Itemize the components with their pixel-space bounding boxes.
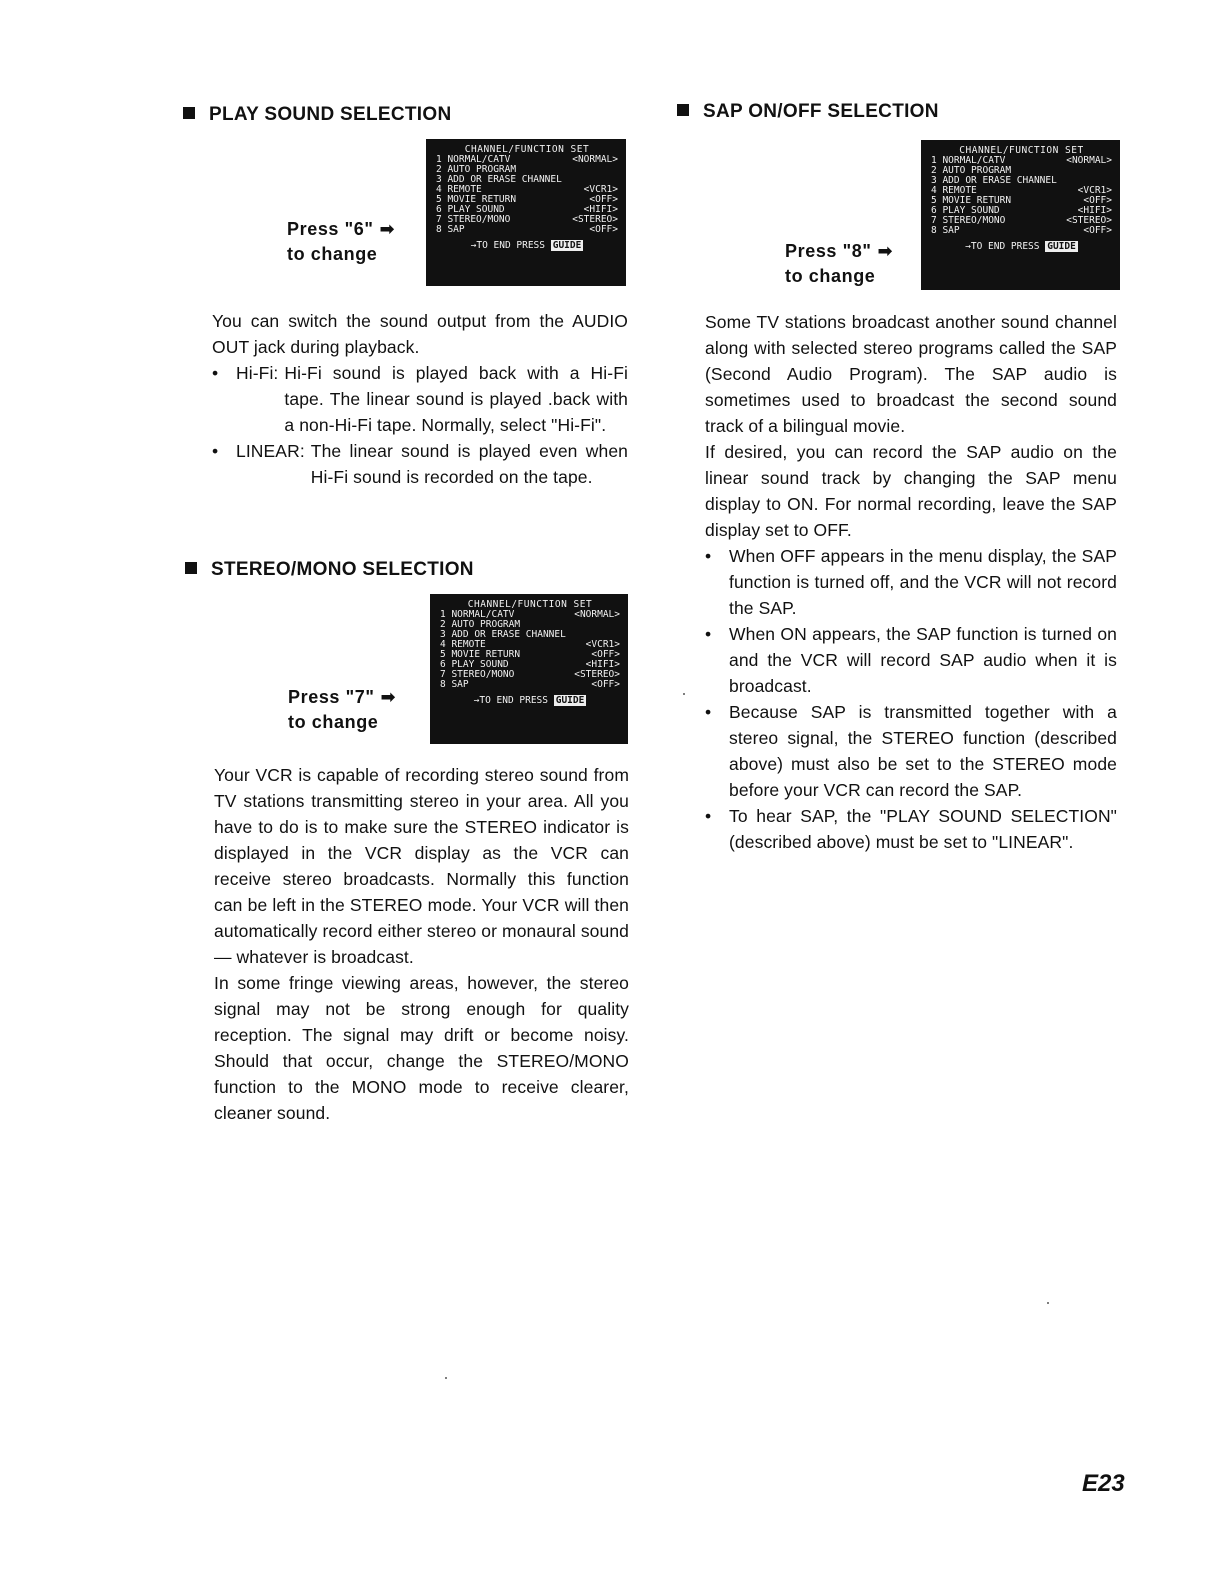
menu-item: 1 NORMAL/CATV <NORMAL> xyxy=(436,154,618,165)
channel-function-menu-6 xyxy=(426,139,626,286)
guide-key: GUIDE xyxy=(555,695,585,706)
menu-item: 2 AUTO PROGRAM xyxy=(931,165,1012,176)
menu-item: 4 REMOTE <VCR1> xyxy=(931,185,1112,196)
scan-speck xyxy=(683,693,685,695)
play-sound-body xyxy=(212,308,628,490)
list-item: • Because SAP is transmitted together with a stereo signal, the STEREO function (described above) must also be set to the STEREO mode before your VCR can record the SAP. xyxy=(705,699,1117,803)
menu-item: 2 AUTO PROGRAM xyxy=(440,619,521,630)
menu-footer: →TO END PRESS GUIDE xyxy=(470,240,582,251)
bullet-icon: • xyxy=(705,624,712,644)
list-item: • When ON appears, the SAP function is turned on and the VCR will record SAP audio when it is broadcast. xyxy=(705,621,1117,699)
list-item: • LINEAR: The linear sound is played even when Hi-Fi sound is recorded on the tape. xyxy=(212,438,628,490)
menu-item: 5 MOVIE RETURN <OFF> xyxy=(931,195,1112,206)
right-arrow-icon: ➡ xyxy=(380,687,397,707)
channel-function-menu-7 xyxy=(430,594,628,744)
menu-item: 3 ADD OR ERASE CHANNEL xyxy=(436,174,562,185)
sap-heading: SAP ON/OFF SELECTION xyxy=(677,101,939,123)
menu-item: 7 STEREO/MONO <STEREO> xyxy=(436,214,618,225)
play-sound-press-hint: Press "6" ➡ to change xyxy=(287,219,396,264)
bullet-icon: • xyxy=(212,441,219,461)
stereo-mono-para-1: Your VCR is capable of recording stereo sound from TV stations transmitting stereo in your area. All you have to do is to make sure the STEREO indicator is displayed in the VCR display as the VCR can receive stereo broadcasts. Normally this function can be left in the STEREO mode. Your VCR will then automatically record either stereo or monaural sound — whatever is broadcast. xyxy=(214,765,629,967)
menu-item: 4 REMOTE <VCR1> xyxy=(436,184,618,195)
menu-item: 4 REMOTE <VCR1> xyxy=(440,639,620,650)
menu-item: 6 PLAY SOUND <HIFI> xyxy=(440,659,620,670)
play-sound-intro: You can switch the sound output from the AUDIO OUT jack during playback. xyxy=(212,311,628,357)
square-bullet-icon xyxy=(677,104,689,116)
menu-item: 8 SAP <OFF> xyxy=(440,679,620,690)
guide-key: GUIDE xyxy=(1047,241,1076,252)
square-bullet-icon xyxy=(185,562,197,574)
bullet-icon: • xyxy=(705,546,712,566)
menu-item: 6 PLAY SOUND <HIFI> xyxy=(931,205,1112,216)
scan-speck xyxy=(445,1377,447,1379)
menu-item: 8 SAP <OFF> xyxy=(931,225,1112,236)
page-number: E23 xyxy=(1082,1470,1125,1497)
sap-press-hint: Press "8" ➡ to change xyxy=(785,241,894,286)
menu-footer: →TO END PRESS GUIDE xyxy=(965,241,1076,252)
menu-item: 3 ADD OR ERASE CHANNEL xyxy=(931,175,1057,186)
menu-item: 5 MOVIE RETURN <OFF> xyxy=(436,194,618,205)
sap-body xyxy=(705,309,1117,855)
menu-item: 7 STEREO/MONO <STEREO> xyxy=(440,669,620,680)
right-arrow-icon: ➡ xyxy=(379,219,396,239)
menu-title: CHANNEL/FUNCTION SET xyxy=(959,145,1084,156)
list-item: • To hear SAP, the "PLAY SOUND SELECTION" (described above) must be set to "LINEAR". xyxy=(705,803,1117,855)
list-item: • When OFF appears in the menu display, the SAP function is turned off, and the VCR will not record the SAP. xyxy=(705,543,1117,621)
guide-key: GUIDE xyxy=(552,240,582,251)
menu-item: 1 NORMAL/CATV <NORMAL> xyxy=(931,155,1112,166)
right-arrow-icon: ➡ xyxy=(877,241,894,261)
menu-footer: →TO END PRESS GUIDE xyxy=(473,695,585,706)
bullet-icon: • xyxy=(705,702,712,722)
square-bullet-icon xyxy=(183,107,195,119)
menu-item: 5 MOVIE RETURN <OFF> xyxy=(440,649,620,660)
menu-item: 6 PLAY SOUND <HIFI> xyxy=(436,204,618,215)
bullet-icon: • xyxy=(212,363,219,383)
play-sound-heading: PLAY SOUND SELECTION xyxy=(183,104,452,126)
bullet-icon: • xyxy=(705,806,712,826)
list-item: • Hi-Fi: Hi-Fi sound is played back with a Hi-Fi tape. The linear sound is played .back with a non-Hi-Fi tape. Normally, select "Hi-Fi". xyxy=(212,360,628,438)
menu-item: 2 AUTO PROGRAM xyxy=(436,164,517,175)
menu-item: 1 NORMAL/CATV <NORMAL> xyxy=(440,609,620,620)
stereo-mono-press-hint: Press "7" ➡ to change xyxy=(288,687,397,732)
menu-item: 3 ADD OR ERASE CHANNEL xyxy=(440,629,566,640)
scan-speck xyxy=(1047,1302,1049,1304)
stereo-mono-para-2: In some fringe viewing areas, however, the stereo signal may not be strong enough for quality reception. The signal may drift or become noisy. Should that occur, change the STEREO/MONO function to the MONO mode to receive clearer, cleaner sound. xyxy=(214,973,629,1123)
menu-item: 8 SAP <OFF> xyxy=(436,224,618,235)
sap-para-1: Some TV stations broadcast another sound channel along with selected stereo programs called the SAP (Second Audio Program). The SAP audio is sometimes used to broadcast the second sound track of a bilingual movie. xyxy=(705,312,1117,436)
channel-function-menu-8 xyxy=(921,140,1120,290)
menu-title: CHANNEL/FUNCTION SET xyxy=(464,144,590,155)
menu-title: CHANNEL/FUNCTION SET xyxy=(467,599,593,610)
stereo-mono-body xyxy=(214,762,629,1126)
sap-para-2: If desired, you can record the SAP audio on the linear sound track by changing the SAP menu display to ON. For normal recording, leave the SAP display set to OFF. xyxy=(705,442,1117,540)
stereo-mono-heading: STEREO/MONO SELECTION xyxy=(185,559,474,581)
menu-item: 7 STEREO/MONO <STEREO> xyxy=(931,215,1112,226)
